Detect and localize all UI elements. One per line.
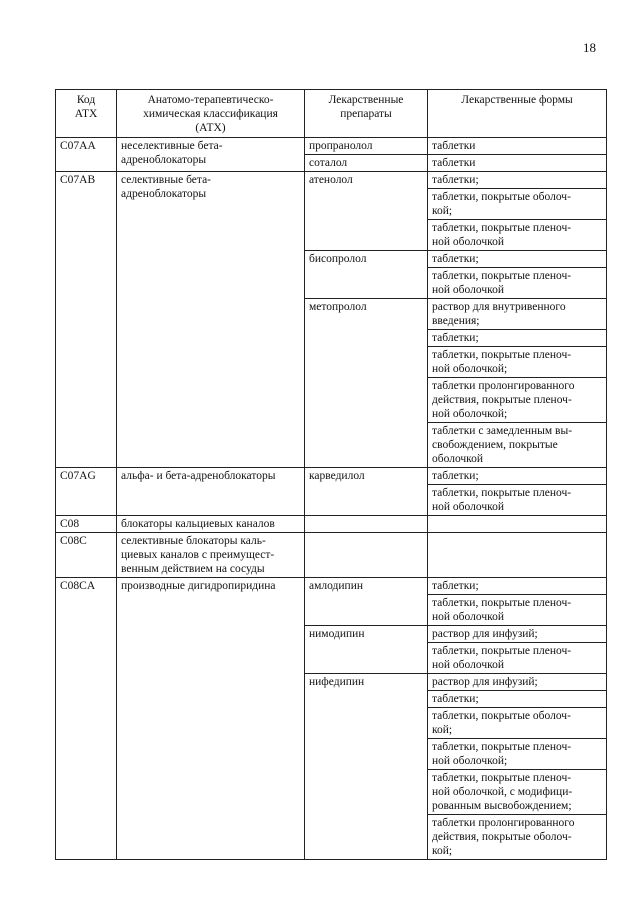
dosage-form-cell: таблетки пролонгированного действия, покрытые оболоч- кой; [428,815,607,860]
dosage-form-cell: таблетки, покрытые пленоч- ной оболочкой [428,643,607,674]
atc-code-cell: C07AB [56,172,117,468]
drug-name-cell: карведилол [305,468,428,516]
header-atc-classification: Анатомо-терапевтическо- химическая классификация (АТХ) [117,90,305,138]
atc-classification-cell: производные дигидропиридина [117,578,305,860]
drug-name-cell: пропранолол [305,138,428,155]
atc-classification-cell: неселективные бета- адреноблокаторы [117,138,305,172]
table-body [56,138,607,860]
header-dosage-forms: Лекарственные формы [428,90,607,138]
atc-code-cell: C08C [56,533,117,578]
table-header [56,90,607,138]
dosage-form-cell: таблетки, покрытые оболоч- кой; [428,189,607,220]
table-row [56,468,607,485]
atc-code-cell: C08CA [56,578,117,860]
table-row [56,533,607,578]
atc-drug-table [55,89,607,860]
drug-name-cell: нифедипин [305,674,428,860]
dosage-form-cell: таблетки; [428,468,607,485]
drug-name-cell [305,516,428,533]
dosage-form-cell [428,516,607,533]
drug-name-cell: нимодипин [305,626,428,674]
dosage-form-cell: таблетки [428,155,607,172]
header-atc-code: Код АТХ [56,90,117,138]
dosage-form-cell: таблетки, покрытые пленоч- ной оболочкой; [428,347,607,378]
atc-classification-cell: альфа- и бета-адреноблокаторы [117,468,305,516]
dosage-form-cell: таблетки; [428,691,607,708]
atc-code-cell: C08 [56,516,117,533]
dosage-form-cell: раствор для инфузий; [428,674,607,691]
dosage-form-cell: таблетки пролонгированного действия, покрытые пленоч- ной оболочкой; [428,378,607,423]
dosage-form-cell: таблетки; [428,578,607,595]
drug-name-cell: амлодипин [305,578,428,626]
drug-name-cell [305,533,428,578]
dosage-form-cell: таблетки, покрытые пленоч- ной оболочкой, с модифици- рованным высвобождением; [428,770,607,815]
drug-name-cell: бисопролол [305,251,428,299]
drug-name-cell: метопролол [305,299,428,468]
dosage-form-cell [428,533,607,578]
table-row [56,578,607,595]
dosage-form-cell: таблетки [428,138,607,155]
table-row [56,138,607,155]
table-row [56,172,607,189]
dosage-form-cell: таблетки; [428,172,607,189]
header-drugs: Лекарственные препараты [305,90,428,138]
dosage-form-cell: таблетки, покрытые оболоч- кой; [428,708,607,739]
dosage-form-cell: таблетки, покрытые пленоч- ной оболочкой; [428,739,607,770]
dosage-form-cell: таблетки, покрытые пленоч- ной оболочкой [428,485,607,516]
atc-table-container [55,89,606,860]
drug-name-cell: соталол [305,155,428,172]
dosage-form-cell: раствор для внутривенного введения; [428,299,607,330]
dosage-form-cell: таблетки, покрытые пленоч- ной оболочкой [428,595,607,626]
dosage-form-cell: таблетки, покрытые пленоч- ной оболочкой [428,220,607,251]
dosage-form-cell: таблетки с замедленным вы- свобождением, покрытые оболочкой [428,423,607,468]
header-row [56,90,607,138]
drug-name-cell: атенолол [305,172,428,251]
atc-classification-cell: селективные блокаторы каль- циевых каналов с преимущест- венным действием на сосуды [117,533,305,578]
dosage-form-cell: таблетки, покрытые пленоч- ной оболочкой [428,268,607,299]
atc-classification-cell: блокаторы кальциевых каналов [117,516,305,533]
atc-code-cell: C07AA [56,138,117,172]
atc-classification-cell: селективные бета- адреноблокаторы [117,172,305,468]
dosage-form-cell: таблетки; [428,330,607,347]
table-row [56,516,607,533]
dosage-form-cell: раствор для инфузий; [428,626,607,643]
dosage-form-cell: таблетки; [428,251,607,268]
atc-code-cell: C07AG [56,468,117,516]
page-number: 18 [583,40,596,55]
